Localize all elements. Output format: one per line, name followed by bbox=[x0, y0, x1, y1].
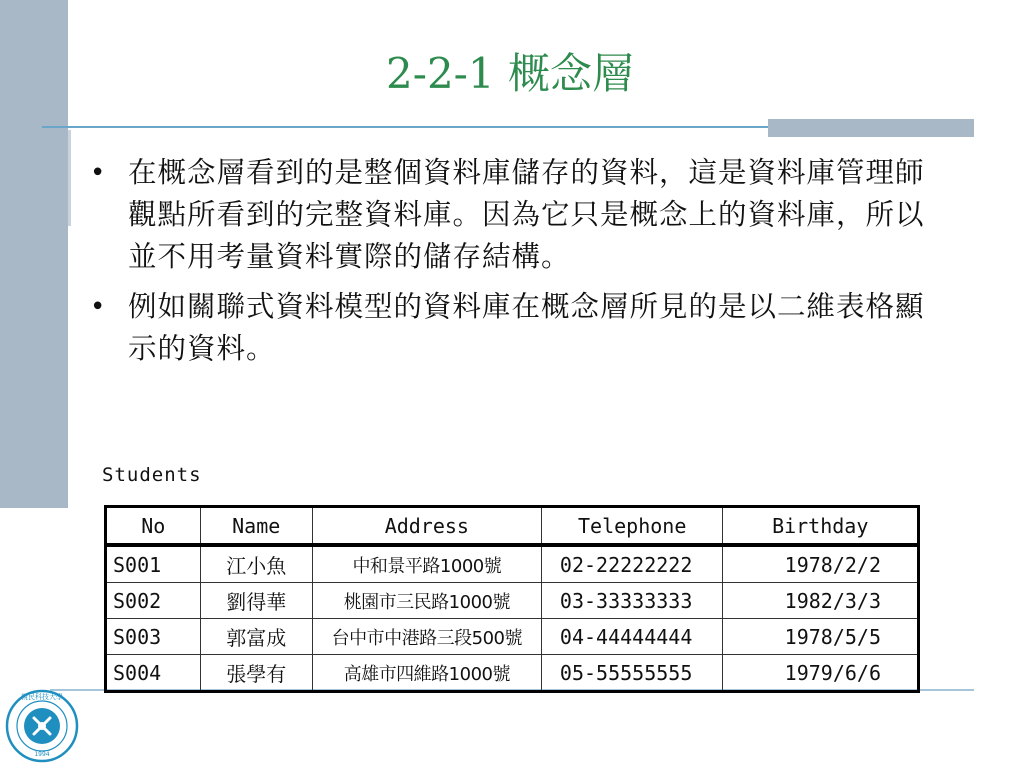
table-header-row bbox=[106, 507, 919, 546]
column-header-address: Address bbox=[312, 507, 541, 546]
cell-birthday: 1978/5/5 bbox=[723, 619, 919, 655]
cell-name: 張學有 bbox=[200, 655, 312, 692]
bullet-item bbox=[90, 286, 932, 370]
cell-name: 郭富成 bbox=[200, 619, 312, 655]
cell-no: S003 bbox=[106, 619, 201, 655]
table-caption: Students bbox=[102, 464, 202, 486]
column-header-no: No bbox=[106, 507, 201, 546]
bullet-dot-icon: • bbox=[90, 158, 107, 188]
cell-name: 劉得華 bbox=[200, 583, 312, 619]
left-decor-bar bbox=[0, 0, 68, 508]
bullet-item bbox=[90, 152, 932, 278]
bullet-text: 例如關聯式資料模型的資料庫在概念層所見的是以二維表格顯示的資料。 bbox=[128, 290, 925, 365]
cell-telephone: 03-33333333 bbox=[541, 583, 723, 619]
cell-birthday: 1978/2/2 bbox=[723, 545, 919, 583]
cell-address: 台中市中港路三段500號 bbox=[312, 619, 541, 655]
table-row bbox=[106, 655, 919, 692]
students-table bbox=[104, 505, 920, 693]
bullet-list bbox=[90, 152, 932, 378]
table-row bbox=[106, 545, 919, 583]
cell-telephone: 02-22222222 bbox=[541, 545, 723, 583]
cell-telephone: 05-55555555 bbox=[541, 655, 723, 692]
cell-birthday: 1979/6/6 bbox=[723, 655, 919, 692]
title-rule-accent-block bbox=[768, 119, 974, 137]
cell-no: S002 bbox=[106, 583, 201, 619]
column-header-birthday: Birthday bbox=[723, 507, 919, 546]
bullet-text: 在概念層看到的是整個資料庫儲存的資料，這是資料庫管理師觀點所看到的完整資料庫。因為它只是概念上的資料庫，所以並不用考量資料實際的儲存結構。 bbox=[128, 156, 925, 273]
cell-no: S001 bbox=[106, 545, 201, 583]
logo-emblem-center bbox=[38, 722, 46, 730]
bullet-dot-icon: • bbox=[90, 292, 107, 322]
cell-birthday: 1982/3/3 bbox=[723, 583, 919, 619]
slide-title: 2-2-1 概念層 bbox=[386, 49, 634, 98]
column-header-name: Name bbox=[200, 507, 312, 546]
logo-year: 1994 bbox=[34, 751, 50, 758]
table-row bbox=[106, 583, 919, 619]
cell-no: S004 bbox=[106, 655, 201, 692]
column-header-telephone: Telephone bbox=[541, 507, 723, 546]
cell-address: 桃園市三民路1000號 bbox=[312, 583, 541, 619]
cell-address: 高雄市四維路1000號 bbox=[312, 655, 541, 692]
table-row bbox=[106, 619, 919, 655]
cell-address: 中和景平路1000號 bbox=[312, 545, 541, 583]
cell-telephone: 04-44444444 bbox=[541, 619, 723, 655]
cell-name: 江小魚 bbox=[200, 545, 312, 583]
logo-text: 親民科技大學 bbox=[21, 693, 63, 701]
university-logo bbox=[4, 688, 80, 764]
left-decor-bar-edge bbox=[68, 130, 71, 226]
